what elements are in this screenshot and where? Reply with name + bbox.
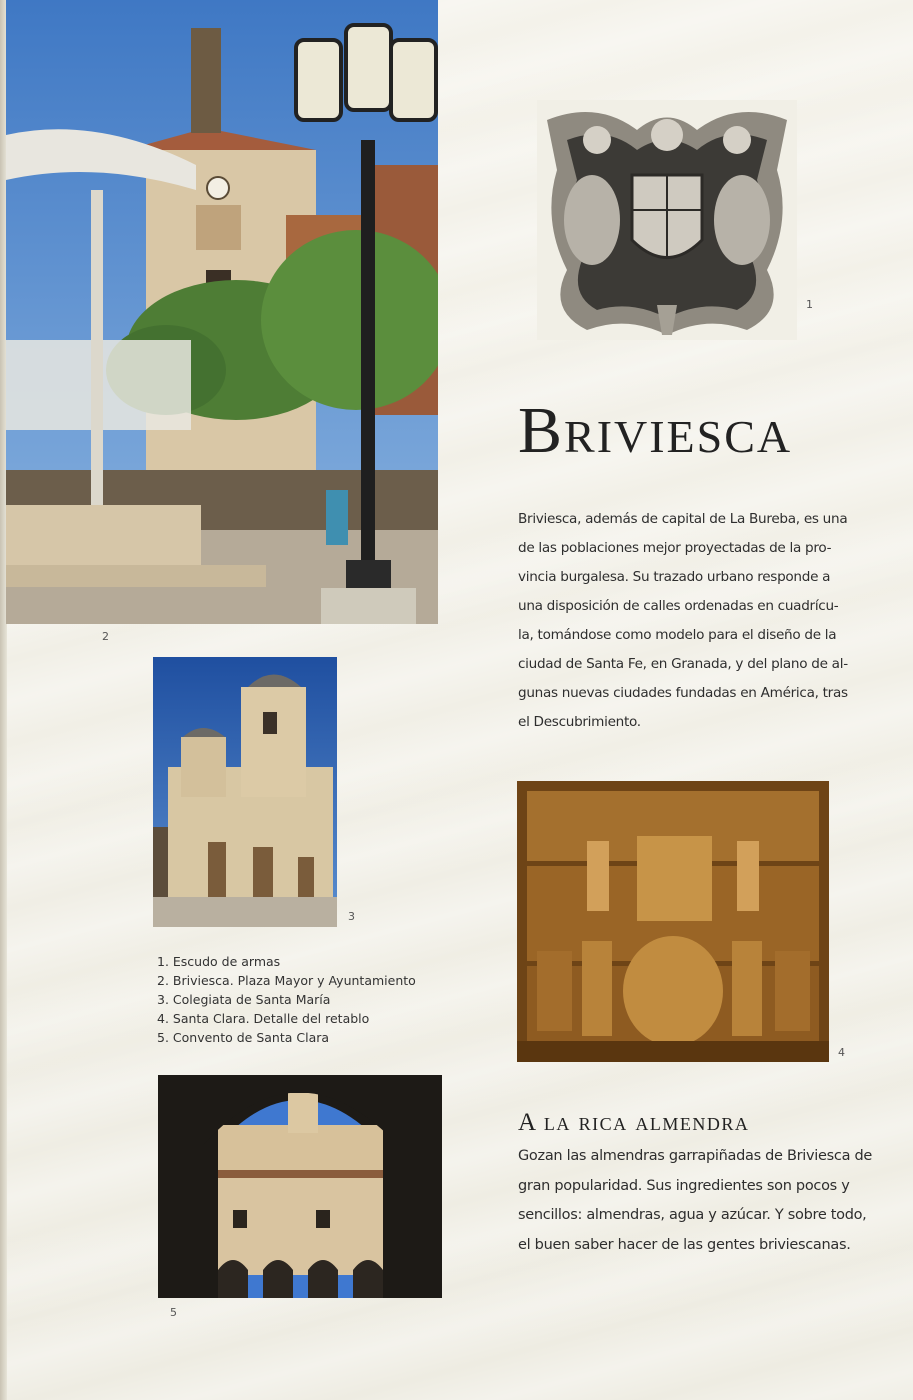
section-line: sencillos: almendras, agua y azúcar. Y sobre todo, <box>518 1207 867 1223</box>
photo-retablo <box>517 781 829 1062</box>
section-line: Gozan las almendras garrapiñadas de Briviesca de <box>518 1148 872 1164</box>
intro-line: de las poblaciones mejor proyectadas de la pro- <box>518 540 832 556</box>
caption-list <box>157 952 417 1047</box>
intro-paragraph <box>518 505 848 737</box>
section-heading: A la rica almendra <box>518 1109 750 1136</box>
photo-number-4: 4 <box>838 1046 845 1059</box>
caption-item: 5. Convento de Santa Clara <box>157 1030 330 1045</box>
photo-number-2: 2 <box>102 630 109 643</box>
intro-line: Briviesca, además de capital de La Bureba, es una <box>518 511 848 527</box>
section-line: gran popularidad. Sus ingredientes son pocos y <box>518 1177 850 1194</box>
photo-number-1: 1 <box>806 298 813 311</box>
caption-item: 1. Escudo de armas <box>157 954 281 969</box>
intro-line: ciudad de Santa Fe, en Granada, y del plano de al- <box>518 656 848 672</box>
photo-convento <box>158 1075 442 1298</box>
intro-line: el Descubrimiento. <box>518 714 641 730</box>
intro-line: una disposición de calles ordenadas en cuadrícu- <box>518 598 839 614</box>
section-paragraph <box>518 1142 872 1260</box>
photo-number-3: 3 <box>348 910 355 923</box>
photo-coat-of-arms <box>537 100 797 340</box>
page-title: Briviesca <box>518 394 793 467</box>
photo-plaza-mayor <box>6 0 438 624</box>
photo-number-5: 5 <box>170 1306 177 1319</box>
photo-colegiata <box>153 657 337 927</box>
intro-line: la, tomándose como modelo para el diseño de la <box>518 627 837 643</box>
section-line: el buen saber hacer de las gentes briviescanas. <box>518 1236 851 1253</box>
caption-item: 3. Colegiata de Santa María <box>157 992 331 1007</box>
intro-line: vincia burgalesa. Su trazado urbano responde a <box>518 569 831 585</box>
caption-item: 2. Briviesca. Plaza Mayor y Ayuntamiento <box>157 973 416 988</box>
caption-item: 4. Santa Clara. Detalle del retablo <box>157 1011 370 1026</box>
intro-line: gunas nuevas ciudades fundadas en América, tras <box>518 685 848 701</box>
